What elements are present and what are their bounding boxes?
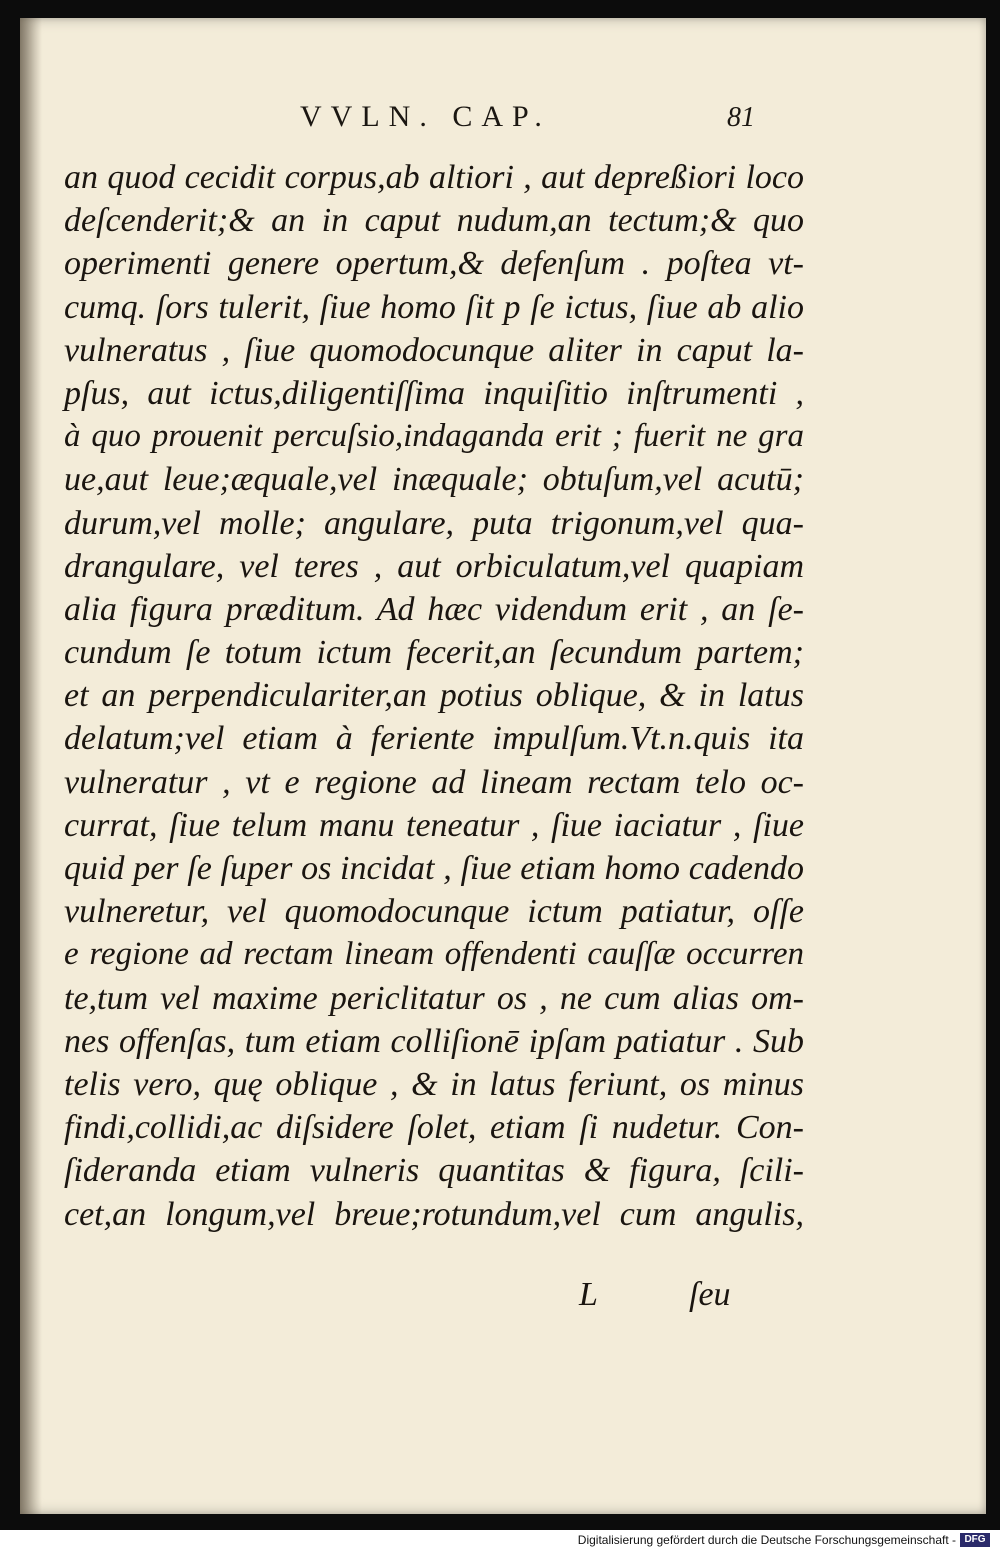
- text-line: vulneratus , ſiue quomodocunque aliter in caput la-: [64, 331, 804, 369]
- text-line: deſcenderit;& an in caput nudum,an tectum;& quo: [64, 202, 804, 240]
- text-line: vulneretur, vel quomodocunque ictum patiatur, oſſe: [64, 893, 804, 931]
- text-line: telis vero, quę oblique , & in latus feriunt, os minus: [64, 1065, 804, 1103]
- text-line: cet,an longum,vel breue;rotundum,vel cum angulis,: [64, 1195, 804, 1233]
- text-line: currat, ſiue telum manu teneatur , ſiue iaciatur , ſiue: [64, 806, 804, 844]
- text-line: delatum;vel etiam à feriente impulſum.Vt.n.quis ita: [64, 720, 804, 758]
- text-line: ue,aut leue;æquale,vel inæquale; obtuſum,vel acutū;: [64, 461, 804, 499]
- catchword: ſeu: [689, 1276, 731, 1313]
- digitization-credit: Digitalisierung gefördert durch die Deutsche Forschungsgemeinschaft -: [577, 1533, 956, 1547]
- running-head: VVLN. CAP.: [300, 100, 551, 133]
- text-line: ſideranda etiam vulneris quantitas & figura, ſcili-: [64, 1152, 804, 1190]
- text-line: cundum ſe totum ictum fecerit,an ſecundum partem;: [64, 634, 804, 672]
- signature-mark: L: [579, 1276, 598, 1313]
- dfg-logo: DFG: [960, 1533, 990, 1547]
- catch-row: [64, 1276, 804, 1316]
- body-text: [64, 156, 804, 1236]
- text-line: pſus, aut ictus,diligentiſſima inquiſitio inſtrumenti ,: [64, 374, 804, 412]
- text-line: alia figura præditum. Ad hæc videndum erit , an ſe-: [64, 590, 804, 628]
- text-line: quid per ſe ſuper os incidat , ſiue etiam homo cadendo: [64, 850, 804, 887]
- text-line: findi,collidi,ac diſsidere ſolet, etiam ſi nudetur. Con-: [64, 1109, 804, 1147]
- text-line: operimenti genere opertum,& defenſum . poſtea vt-: [64, 245, 804, 283]
- text-line: nes offenſas, tum etiam colliſionē ipſam patiatur . Sub: [64, 1022, 804, 1060]
- text-line: à quo prouenit percuſsio,indaganda erit ; fuerit ne gra: [64, 418, 804, 455]
- text-line: e regione ad rectam lineam offendenti cauſſæ occurren: [64, 936, 804, 973]
- text-line: et an perpendiculariter,an potius oblique, & in latus: [64, 677, 804, 715]
- gutter-shadow: [20, 18, 42, 1514]
- text-line: durum,vel molle; angulare, puta trigonum,vel qua-: [64, 504, 804, 542]
- text-line: an quod cecidit corpus,ab altiori , aut depreßiori loco: [64, 159, 804, 196]
- text-line: drangulare, vel teres , aut orbiculatum,vel quapiam: [64, 547, 804, 585]
- text-line: te,tum vel maxime periclitatur os , ne cum alias om-: [64, 979, 804, 1017]
- text-line: vulneratur , vt e regione ad lineam rectam telo oc-: [64, 763, 804, 801]
- page-number: 81: [727, 102, 755, 133]
- text-line: cumq. ſors tulerit, ſiue homo ſit p ſe ictus, ſiue ab alio: [64, 288, 804, 326]
